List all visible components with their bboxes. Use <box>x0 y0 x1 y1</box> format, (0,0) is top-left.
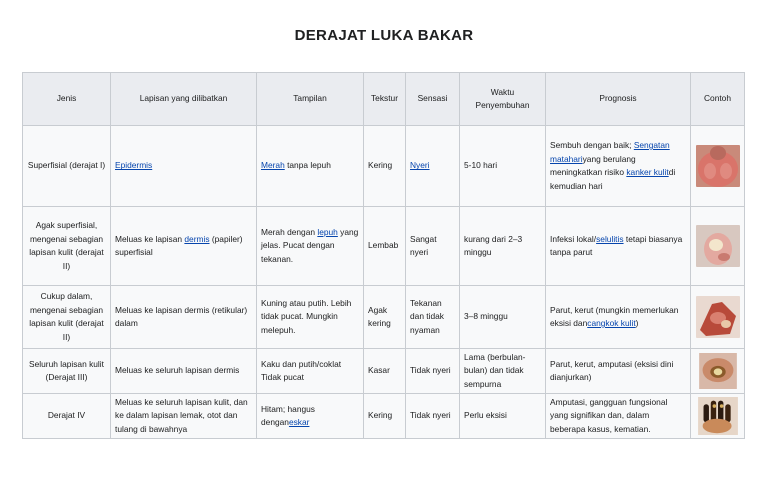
cell-tampilan: Kuning atau putih. Lebih tidak pucat. Mungkin melepuh. <box>257 286 364 349</box>
cell-tekstur: Kasar <box>364 349 406 394</box>
eskar-link[interactable]: eskar <box>288 417 310 427</box>
deep-partial-burn-hand-photo[interactable] <box>696 296 740 338</box>
fourth-degree-burn-hand-photo[interactable] <box>696 397 740 435</box>
kanker-kulit-link[interactable]: kanker kulit <box>626 167 669 177</box>
cell-tekstur: Kering <box>364 126 406 207</box>
cell-tekstur: Lembab <box>364 207 406 286</box>
cell-contoh <box>691 394 745 439</box>
tampilan-text: Hitam; hangus dengan <box>261 403 315 427</box>
prognosis-text: Parut, kerut (mungkin memerlukan eksisi dan <box>550 304 679 328</box>
epidermis-link[interactable]: Epidermis <box>115 160 153 171</box>
cell-waktu: Lama (berbulan-bulan) dan tidak sempurna <box>460 349 546 394</box>
prognosis-text: di kemudian hari <box>550 167 676 191</box>
cell-tampilan <box>257 394 364 439</box>
cell-jenis: Seluruh lapisan kulit (Derajat III) <box>23 349 111 394</box>
cell-lapisan: Meluas ke seluruh lapisan kulit, dan ke dalam lapisan lemak, otot dan tulang di bawahnya <box>111 394 257 439</box>
cell-jenis: Cukup dalam, mengenai sebagian lapisan kulit (derajat II) <box>23 286 111 349</box>
header-waktu: Waktu Penyembuhan <box>460 73 546 126</box>
lapisan-text: Meluas ke lapisan <box>115 233 185 244</box>
cell-tampilan <box>257 126 364 207</box>
cell-prognosis <box>546 286 691 349</box>
cell-prognosis: Amputasi, gangguan fungsional yang signifikan dan, dalam beberapa kasus, kematian. <box>546 394 691 439</box>
prognosis-text: yang berulang meningkatkan risiko <box>550 153 636 177</box>
prognosis-text: Infeksi lokal/ <box>550 233 597 244</box>
cell-lapisan <box>111 207 257 286</box>
full-thickness-burn-photo[interactable] <box>696 353 740 389</box>
prognosis-text: tetapi biasanya tanpa parut <box>550 233 683 257</box>
cell-contoh <box>691 207 745 286</box>
cell-waktu: 3–8 minggu <box>460 286 546 349</box>
cell-tekstur: Agak kering <box>364 286 406 349</box>
dermis-link[interactable]: dermis <box>184 233 210 244</box>
sengatan-matahari-link[interactable]: Sengatan matahari <box>550 140 670 164</box>
cell-sensasi: Tidak nyeri <box>406 349 460 394</box>
cell-lapisan: Meluas ke lapisan dermis (retikular) dalam <box>111 286 257 349</box>
cell-sensasi: Tidak nyeri <box>406 394 460 439</box>
cell-jenis: Derajat IV <box>23 394 111 439</box>
cell-contoh <box>691 126 745 207</box>
table-row <box>23 286 745 349</box>
cell-waktu: 5-10 hari <box>460 126 546 207</box>
superficial-burn-photo[interactable] <box>696 145 740 187</box>
page-title: DERAJAT LUKA BAKAR <box>294 27 474 44</box>
header-sensasi: Sensasi <box>406 73 460 126</box>
cell-lapisan: Meluas ke seluruh lapisan dermis <box>111 349 257 394</box>
cell-waktu: Perlu eksisi <box>460 394 546 439</box>
table-header-row <box>23 73 745 126</box>
cell-tampilan <box>257 207 364 286</box>
cangkok-kulit-link[interactable]: cangkok kulit <box>587 318 636 328</box>
cell-tekstur: Kering <box>364 394 406 439</box>
header-lapisan: Lapisan yang dilibatkan <box>111 73 257 126</box>
table-row <box>23 207 745 286</box>
tampilan-text: yang jelas. Pucat dengan tekanan. <box>261 226 359 264</box>
cell-sensasi: Sangat nyeri <box>406 207 460 286</box>
header-tekstur: Tekstur <box>364 73 406 126</box>
nyeri-link[interactable]: Nyeri <box>410 160 430 171</box>
header-jenis: Jenis <box>23 73 111 126</box>
cell-sensasi: Tekanan dan tidak nyaman <box>406 286 460 349</box>
lapisan-text: (papiler) superfisial <box>115 233 243 257</box>
header-prognosis: Prognosis <box>546 73 691 126</box>
cell-sensasi <box>406 126 460 207</box>
cell-lapisan <box>111 126 257 207</box>
table-row <box>23 349 745 394</box>
cell-prognosis <box>546 126 691 207</box>
cell-jenis: Agak superfisial, mengenai sebagian lapisan kulit (derajat II) <box>23 207 111 286</box>
table-row <box>23 126 745 207</box>
prognosis-text: ) <box>635 318 639 328</box>
header-contoh: Contoh <box>691 73 745 126</box>
table-row <box>23 394 745 439</box>
lepuh-link[interactable]: lepuh <box>317 226 338 237</box>
cell-tampilan: Kaku dan putih/coklat Tidak pucat <box>257 349 364 394</box>
burn-degree-table <box>22 72 745 439</box>
cell-contoh <box>691 349 745 394</box>
cell-prognosis: Parut, kerut, amputasi (eksisi dini dianjurkan) <box>546 349 691 394</box>
selulitis-link[interactable]: selulitis <box>596 233 624 244</box>
cell-contoh <box>691 286 745 349</box>
cell-jenis: Superfisial (derajat I) <box>23 126 111 207</box>
prognosis-text: Sembuh dengan baik; <box>550 140 634 150</box>
cell-waktu: kurang dari 2–3 minggu <box>460 207 546 286</box>
cell-prognosis <box>546 207 691 286</box>
tampilan-text: tanpa lepuh <box>284 160 331 171</box>
header-tampilan: Tampilan <box>257 73 364 126</box>
blister-finger-photo[interactable] <box>696 225 740 267</box>
merah-link[interactable]: Merah <box>261 160 285 171</box>
tampilan-text: Merah dengan <box>261 226 318 237</box>
